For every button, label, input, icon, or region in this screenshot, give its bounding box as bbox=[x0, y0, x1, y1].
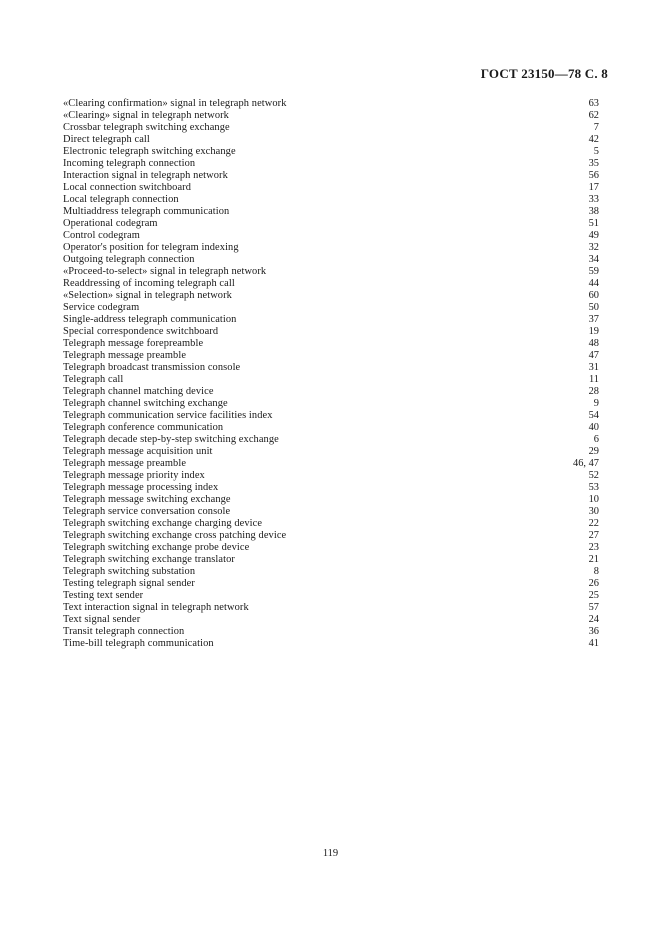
entry-term: Telegraph switching exchange translator bbox=[63, 554, 235, 565]
index-entry bbox=[63, 350, 599, 362]
entry-term: Telegraph decade step-by-step switching exchange bbox=[63, 434, 279, 445]
entry-reference-number: 31 bbox=[588, 362, 599, 373]
entry-term: Telegraph message forepreamble bbox=[63, 338, 204, 349]
entry-reference-number: 38 bbox=[588, 206, 599, 217]
entry-reference-number: 17 bbox=[588, 182, 599, 193]
entry-term: Direct telegraph call bbox=[63, 134, 150, 145]
index-entry bbox=[63, 602, 599, 614]
index-entry bbox=[63, 110, 599, 122]
entry-term: «Clearing confirmation» signal in telegraph network bbox=[63, 98, 287, 109]
index-entry bbox=[63, 566, 599, 578]
entry-reference-number: 52 bbox=[588, 470, 599, 481]
entry-term: «Proceed-to-select» signal in telegraph network bbox=[63, 266, 267, 277]
entry-term: Telegraph channel matching device bbox=[63, 386, 214, 397]
entry-reference-number: 8 bbox=[593, 566, 599, 577]
index-entry bbox=[63, 362, 599, 374]
entry-term: Text interaction signal in telegraph network bbox=[63, 602, 249, 613]
entry-reference-number: 9 bbox=[593, 398, 599, 409]
entry-reference-number: 6 bbox=[593, 434, 599, 445]
entry-term: Operator's position for telegram indexing bbox=[63, 242, 239, 253]
entry-reference-number: 50 bbox=[588, 302, 599, 313]
entry-reference-number: 57 bbox=[588, 602, 599, 613]
entry-term: «Clearing» signal in telegraph network bbox=[63, 110, 229, 121]
entry-term: Telegraph message preamble bbox=[63, 350, 187, 361]
index-entry bbox=[63, 554, 599, 566]
index-entry bbox=[63, 290, 599, 302]
entry-reference-number: 23 bbox=[588, 542, 599, 553]
index-entry bbox=[63, 134, 599, 146]
entry-term: Transit telegraph connection bbox=[63, 626, 185, 637]
entry-reference-number: 32 bbox=[588, 242, 599, 253]
index-entry bbox=[63, 266, 599, 278]
entry-reference-number: 27 bbox=[588, 530, 599, 541]
entry-reference-number: 60 bbox=[588, 290, 599, 301]
entry-reference-number: 11 bbox=[588, 374, 599, 385]
index-entry bbox=[63, 470, 599, 482]
index-entry bbox=[63, 170, 599, 182]
entry-reference-number: 7 bbox=[593, 122, 599, 133]
index-entry bbox=[63, 374, 599, 386]
index-entry bbox=[63, 434, 599, 446]
entry-reference-number: 22 bbox=[588, 518, 599, 529]
entry-reference-number: 36 bbox=[588, 626, 599, 637]
index-entry bbox=[63, 422, 599, 434]
entry-term: Telegraph message switching exchange bbox=[63, 494, 231, 505]
entry-reference-number: 35 bbox=[588, 158, 599, 169]
index-entry bbox=[63, 482, 599, 494]
index-entry bbox=[63, 626, 599, 638]
entry-term: Telegraph communication service facilities index bbox=[63, 410, 273, 421]
entry-term: Telegraph service conversation console bbox=[63, 506, 231, 517]
index-entry bbox=[63, 494, 599, 506]
entry-term: «Selection» signal in telegraph network bbox=[63, 290, 232, 301]
index-entry bbox=[63, 386, 599, 398]
entry-term: Control codegram bbox=[63, 230, 140, 241]
entry-reference-number: 24 bbox=[588, 614, 599, 625]
entry-reference-number: 63 bbox=[588, 98, 599, 109]
entry-term: Telegraph call bbox=[63, 374, 124, 385]
entry-term: Time-bill telegraph communication bbox=[63, 638, 214, 649]
index-entry bbox=[63, 614, 599, 626]
index-entry bbox=[63, 338, 599, 350]
entry-term: Incoming telegraph connection bbox=[63, 158, 196, 169]
index-entry bbox=[63, 518, 599, 530]
entry-term: Interaction signal in telegraph network bbox=[63, 170, 228, 181]
entry-term: Telegraph message preamble bbox=[63, 458, 187, 469]
entry-reference-number: 33 bbox=[588, 194, 599, 205]
index-entry bbox=[63, 326, 599, 338]
entry-reference-number: 29 bbox=[588, 446, 599, 457]
entry-reference-number: 30 bbox=[588, 506, 599, 517]
index-entry bbox=[63, 578, 599, 590]
index-entry bbox=[63, 530, 599, 542]
index-entry bbox=[63, 590, 599, 602]
index-entry bbox=[63, 506, 599, 518]
entry-term: Operational codegram bbox=[63, 218, 158, 229]
index-entry bbox=[63, 230, 599, 242]
entry-term: Outgoing telegraph connection bbox=[63, 254, 195, 265]
entry-reference-number: 40 bbox=[588, 422, 599, 433]
entry-term: Telegraph switching exchange probe device bbox=[63, 542, 250, 553]
entry-term: Telegraph channel switching exchange bbox=[63, 398, 228, 409]
entry-reference-number: 59 bbox=[588, 266, 599, 277]
entry-term: Telegraph broadcast transmission console bbox=[63, 362, 241, 373]
entry-term: Testing text sender bbox=[63, 590, 144, 601]
index-entry bbox=[63, 122, 599, 134]
index-entry bbox=[63, 314, 599, 326]
entry-term: Telegraph message processing index bbox=[63, 482, 219, 493]
entry-reference-number: 26 bbox=[588, 578, 599, 589]
index-entry bbox=[63, 218, 599, 230]
entry-reference-number: 62 bbox=[588, 110, 599, 121]
entry-term: Crossbar telegraph switching exchange bbox=[63, 122, 230, 133]
index-entry bbox=[63, 98, 599, 110]
entry-term: Telegraph conference communication bbox=[63, 422, 224, 433]
entry-term: Telegraph message acquisition unit bbox=[63, 446, 213, 457]
entry-reference-number: 41 bbox=[588, 638, 599, 649]
index-entry bbox=[63, 206, 599, 218]
entry-term: Testing telegraph signal sender bbox=[63, 578, 195, 589]
index-entry bbox=[63, 410, 599, 422]
entry-reference-number: 49 bbox=[588, 230, 599, 241]
entry-reference-number: 56 bbox=[588, 170, 599, 181]
index-list bbox=[63, 98, 599, 650]
index-entry bbox=[63, 446, 599, 458]
entry-reference-number: 25 bbox=[588, 590, 599, 601]
entry-term: Special correspondence switchboard bbox=[63, 326, 219, 337]
entry-term: Electronic telegraph switching exchange bbox=[63, 146, 236, 157]
entry-reference-number: 34 bbox=[588, 254, 599, 265]
entry-term: Telegraph message priority index bbox=[63, 470, 205, 481]
entry-reference-number: 28 bbox=[588, 386, 599, 397]
index-entry bbox=[63, 158, 599, 170]
entry-term: Telegraph switching exchange cross patching device bbox=[63, 530, 287, 541]
index-entry bbox=[63, 242, 599, 254]
index-entry bbox=[63, 146, 599, 158]
entry-reference-number: 54 bbox=[588, 410, 599, 421]
page-number: 119 bbox=[322, 848, 339, 859]
entry-reference-number: 21 bbox=[588, 554, 599, 565]
entry-term: Multiaddress telegraph communication bbox=[63, 206, 230, 217]
entry-reference-number: 37 bbox=[588, 314, 599, 325]
entry-term: Service codegram bbox=[63, 302, 140, 313]
entry-reference-number: 46, 47 bbox=[573, 458, 599, 469]
entry-reference-number: 5 bbox=[593, 146, 599, 157]
entry-term: Single-address telegraph communication bbox=[63, 314, 237, 325]
entry-reference-number: 53 bbox=[588, 482, 599, 493]
entry-term: Readdressing of incoming telegraph call bbox=[63, 278, 235, 289]
index-entry bbox=[63, 278, 599, 290]
index-entry bbox=[63, 638, 599, 650]
entry-term: Telegraph switching exchange charging device bbox=[63, 518, 263, 529]
entry-term: Text signal sender bbox=[63, 614, 141, 625]
index-entry bbox=[63, 458, 599, 470]
index-entry bbox=[63, 194, 599, 206]
entry-reference-number: 19 bbox=[588, 326, 599, 337]
entry-reference-number: 48 bbox=[588, 338, 599, 349]
entry-reference-number: 51 bbox=[588, 218, 599, 229]
index-entry bbox=[63, 542, 599, 554]
index-entry bbox=[63, 182, 599, 194]
entry-term: Local connection switchboard bbox=[63, 182, 192, 193]
index-entry bbox=[63, 302, 599, 314]
index-entry bbox=[63, 398, 599, 410]
entry-reference-number: 10 bbox=[588, 494, 599, 505]
entry-term: Local telegraph connection bbox=[63, 194, 179, 205]
page-header: ГОСТ 23150—78 С. 8 bbox=[480, 66, 608, 81]
index-entry bbox=[63, 254, 599, 266]
entry-reference-number: 44 bbox=[588, 278, 599, 289]
entry-reference-number: 47 bbox=[588, 350, 599, 361]
entry-term: Telegraph switching substation bbox=[63, 566, 196, 577]
entry-reference-number: 42 bbox=[588, 134, 599, 145]
